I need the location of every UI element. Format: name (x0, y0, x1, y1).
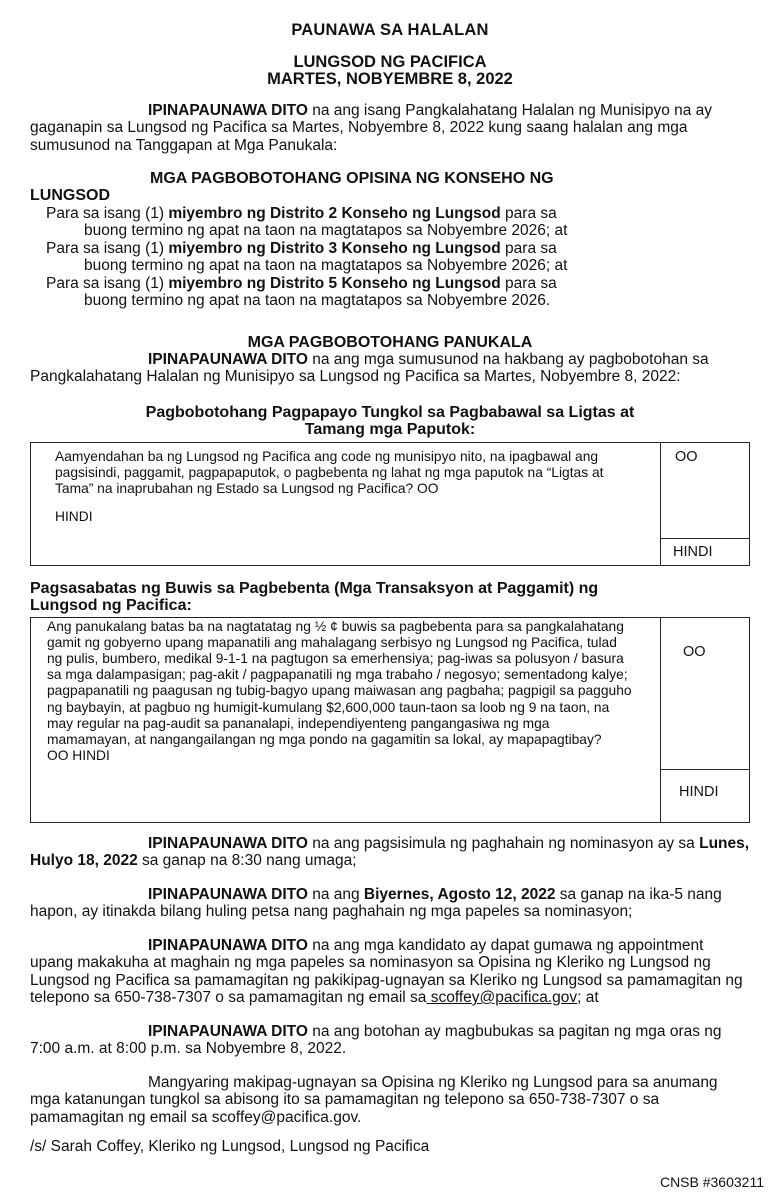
seat-term: buong termino ng apat na taon na magtatapos sa Nobyembre 2026; at (84, 257, 568, 274)
measure2-option-yes[interactable]: OO (661, 618, 749, 770)
seat-office: miyembro ng Distrito 5 Konseho ng Lungsod (168, 274, 501, 292)
measure1-option-yes[interactable]: OO (661, 443, 749, 539)
paragraph-appointment (30, 937, 750, 1007)
p3-text-end: ; at (577, 989, 599, 1006)
intro-text: na ang isang Pangkalahatang Halalan ng Munisipyo na ay gaganapin sa Lungsod ng Pacifica sa Martes, Nobyembre 8, 2022 kung saang halalan ang mga sumusunod na Tanggapan at Mga Panukala: (30, 101, 713, 154)
paragraph-contact: Mangyaring makipag-ugnayan sa Opisina ng Kleriko ng Lungsod para sa anumang mga katanungan tungkol sa abisong ito sa pamamagitan ng telepono sa 650-738-7307 o sa pamamagitan ng email sa scoffey@pacifica.gov. (30, 1073, 718, 1126)
measure1-option-no[interactable]: HINDI (673, 543, 713, 560)
p1-text: na ang pagsisimula ng paghahain ng nominasyon ay sa (307, 834, 700, 852)
p2-date: Biyernes, Agosto 12, 2022 (363, 885, 556, 903)
measure2-title-line1: Pagsasabatas ng Buwis sa Pagbebenta (Mga Transaksyon at Paggamit) ng (30, 579, 599, 597)
measure2-ballot-box (30, 617, 750, 823)
measure1-title-line1: Pagbobotohang Pagpapayo Tungkol sa Pagbabawal sa Ligtas at (145, 403, 635, 421)
seat-text: para sa (500, 239, 557, 257)
p3-text: na ang mga kandidato ay dapat gumawa ng appointment upang makakuha at maghain ng mga papeles sa nominasyon sa Opisina ng Kleriko ng Lungsod ng Lungsod ng Pacifica sa pamamagitan ng pakikipag-ugnayan sa Kleriko ng Lungsod sa pamamagitan ng telepono sa 650-738-7307 o sa pamamagitan ng email sa (30, 936, 743, 1006)
measures-lead: IPINAPAUNAWA DITO (148, 350, 308, 368)
measure1-title-line2: Tamang mga Paputok: (304, 420, 476, 438)
seat-text: para sa (500, 204, 557, 222)
office-seat (30, 275, 750, 310)
p4-text: na ang botohan ay magbubukas sa pagitan ng mga oras ng 7:00 a.m. at 8:00 p.m. sa Nobyembre 8, 2022. (30, 1022, 722, 1057)
intro-lead: IPINAPAUNAWA DITO (148, 101, 308, 119)
measure2-question-text: Ang panukalang batas ba na nagtatatag ng ½ ¢ buwis sa pagbebenta para sa pangkalahatang gamit ng gobyerno upang mapanatili ang mahalagang serbisyo ng Lungsod ng Pacifica, tulad ng pulis, bumbero, medikal 9-1-1 na pagtugon sa emerhensiya; pag-iwas sa polusyon / basura sa mga dalampasigan; pag-akit / pagpapanatili ng mga trabaho / negosyo; sementadong kalye; pagpapanatili ng paagusan ng tubig-bagyo upang maiwasan ang pagbaha; pagpigil sa pagguho ng baybayin, at pagbuo ng humigit-kumulang $2,600,000 taun-taon sa loob ng 9 na taon, na may regular na pag-audit sa pananalapi, independiyenteng pangangasiwa ng mga mamamayan, at nangangailangan ng mga pondo na gagamitin sa lokal, ay mapapagtibay? (47, 618, 632, 747)
seat-text: para sa (500, 274, 557, 292)
notice-city: LUNGSOD NG PACIFICA (293, 52, 487, 71)
election-notice (30, 18, 750, 1156)
seat-text: Para sa isang (1) (46, 204, 169, 222)
seat-office: miyembro ng Distrito 3 Konseho ng Lungsod (168, 239, 501, 257)
office-seat (30, 205, 750, 240)
measure1-question-text: Aamyendahan ba ng Lungsod ng Pacifica ang code ng munisipyo nito, na ipagbawal ang pagsisindi, paggamit, pagpapaputok, o pagbebenta ng lahat ng mga paputok na “Ligtas at Tama” na inaprubahan ng Estado sa Lungsod ng Pacifica? OO (55, 448, 604, 496)
measure2-title (30, 580, 750, 614)
p2-text: na ang (307, 885, 364, 903)
measure1-question (31, 443, 661, 565)
paragraph-polls (30, 1023, 750, 1058)
p4-lead: IPINAPAUNAWA DITO (148, 1022, 308, 1040)
p2-lead: IPINAPAUNAWA DITO (148, 885, 308, 903)
measure1-title (30, 404, 750, 438)
paragraph-nomination-start (30, 835, 750, 870)
p1-lead: IPINAPAUNAWA DITO (148, 834, 308, 852)
measure1-ballot-box (30, 442, 750, 566)
measure2-question (31, 618, 661, 822)
offices-heading-line2: LUNGSOD (30, 187, 110, 204)
seat-term: buong termino ng apat na taon na magtatapos sa Nobyembre 2026; at (84, 222, 568, 239)
email-link[interactable]: scoffey@pacifica.gov (426, 989, 578, 1006)
measure2-options (661, 618, 749, 822)
measure2-title-line2: Lungsod ng Pacifica: (30, 596, 192, 614)
seat-office: miyembro ng Distrito 2 Konseho ng Lungsod (168, 204, 501, 222)
measure1-options (661, 443, 749, 565)
cnsb-number: CNSB #3603211 (659, 1174, 764, 1190)
offices-heading-line1: MGA PAGBOBOTOHANG OPISINA NG KONSEHO NG (150, 170, 554, 187)
seat-text: Para sa isang (1) (46, 239, 169, 257)
p1-date: Lunes, Hulyo 18, 2022 (30, 834, 750, 869)
seat-term: buong termino ng apat na taon na magtatapos sa Nobyembre 2026. (84, 292, 551, 309)
paragraph-nomination-deadline (30, 886, 750, 921)
signature: /s/ Sarah Coffey, Kleriko ng Lungsod, Lungsod ng Pacifica (30, 1138, 430, 1155)
p3-lead: IPINAPAUNAWA DITO (148, 936, 308, 954)
office-seat (30, 240, 750, 275)
measure2-option-no[interactable]: HINDI (679, 783, 719, 800)
p1-text-end: sa ganap na 8:30 nang umaga; (137, 852, 357, 869)
measure2-question-tail: OO HINDI (47, 748, 110, 764)
measures-intro (30, 351, 750, 386)
measure1-question-hindi: HINDI (55, 509, 93, 525)
seat-text: Para sa isang (1) (46, 274, 169, 292)
measures-text: na ang mga sumusunod na hakbang ay pagbobotohan sa Pangkalahatang Halalan ng Munisipyo sa Lungsod ng Pacifica sa Martes, Nobyembre 8, 2022: (30, 350, 709, 385)
notice-date: MARTES, NOBYEMBRE 8, 2022 (267, 69, 513, 88)
notice-title: PAUNAWA SA HALALAN (291, 21, 489, 39)
measures-heading: MGA PAGBOBOTOHANG PANUKALA (247, 333, 533, 351)
intro-paragraph (30, 102, 750, 155)
p2-text-end: sa ganap na ika-5 nang hapon, ay itinakda bilang huling petsa nang paghahain ng mga papeles sa nominasyon; (30, 885, 722, 920)
